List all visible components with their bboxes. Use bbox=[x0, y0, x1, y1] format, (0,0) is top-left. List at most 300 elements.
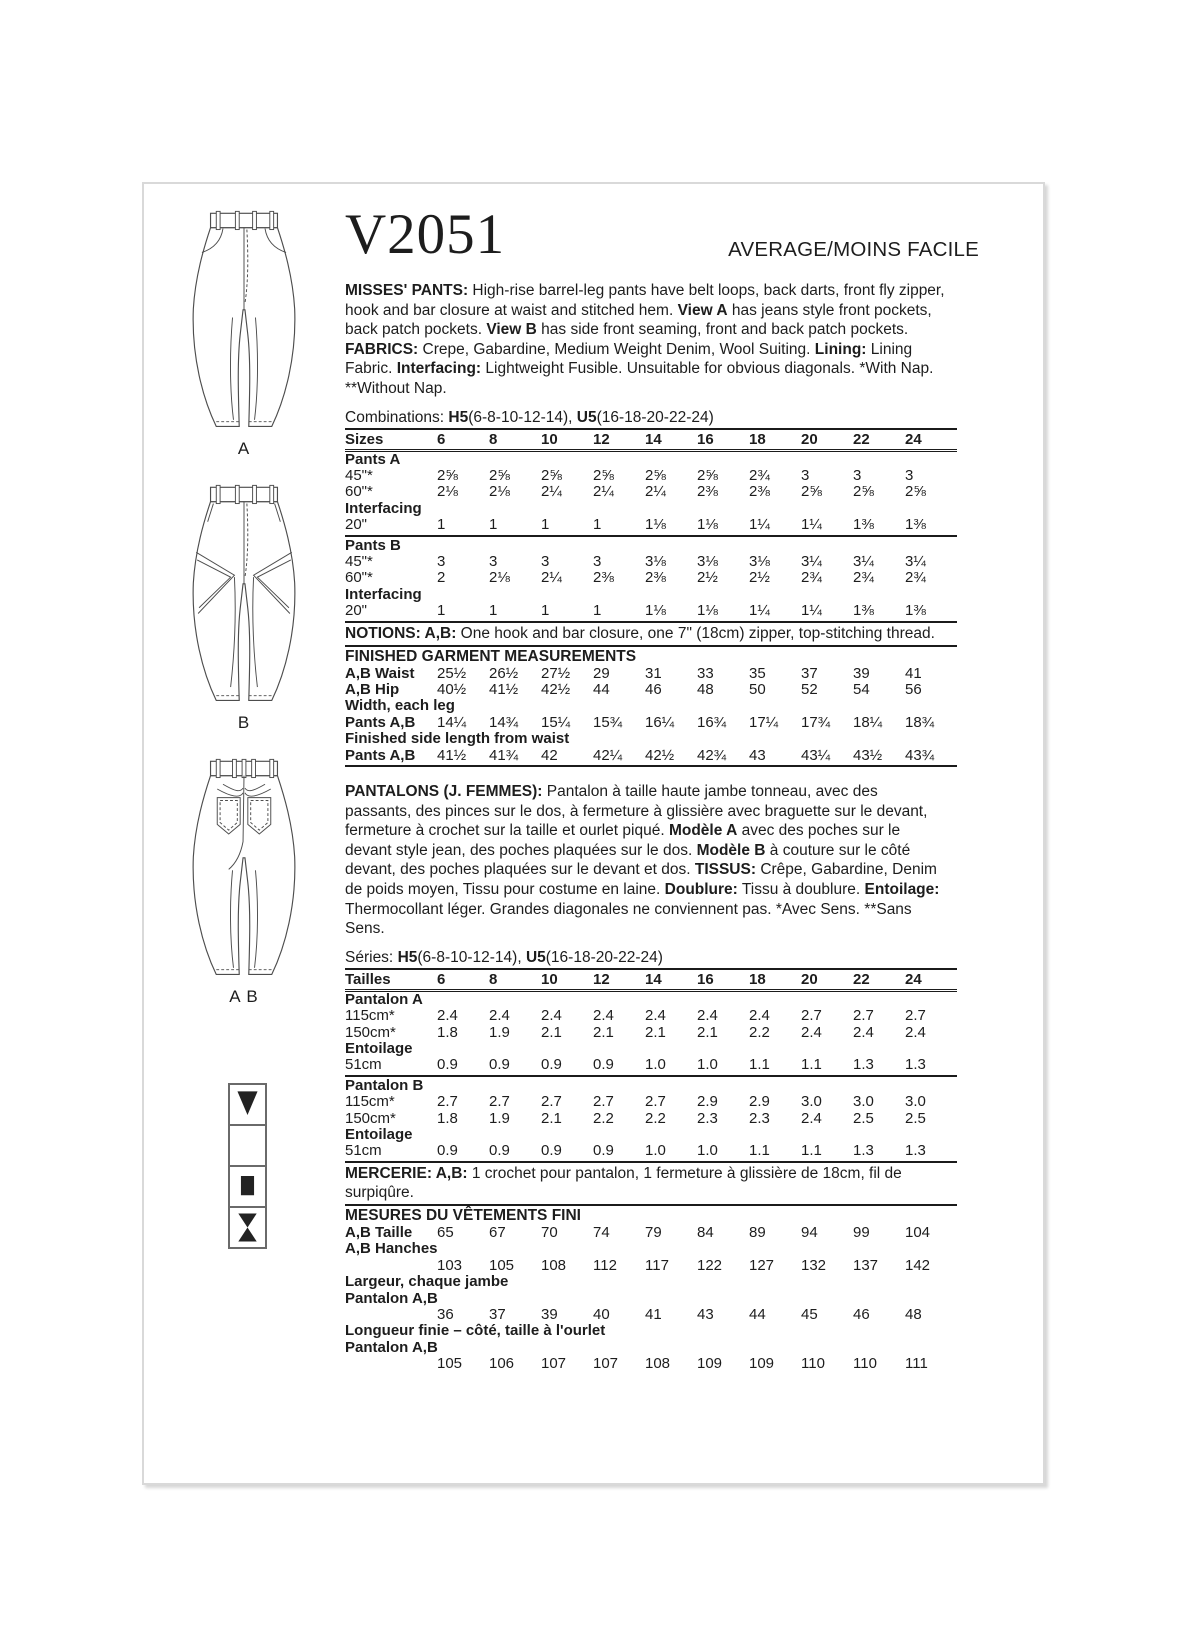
value-cell: 106 bbox=[489, 1355, 515, 1373]
figure-b-label: B bbox=[237, 713, 251, 732]
view-a-figure bbox=[152, 198, 336, 459]
row-label: A,B Hanches bbox=[345, 1240, 438, 1258]
text-segment: (6-8-10-12-14), bbox=[417, 948, 526, 966]
value-cell: 2.7 bbox=[593, 1093, 614, 1111]
table-row bbox=[345, 1008, 957, 1024]
yardage-rows bbox=[345, 452, 957, 623]
table-row bbox=[345, 1025, 957, 1041]
size-column-header: 18 bbox=[749, 430, 766, 448]
size-column-label: Tailles bbox=[345, 970, 391, 988]
row-label: 45"* bbox=[345, 553, 373, 570]
table-row bbox=[345, 1127, 957, 1143]
views-ab-back-figure bbox=[152, 746, 336, 1007]
value-cell: 2⅝ bbox=[489, 466, 510, 484]
table-row bbox=[345, 1111, 957, 1127]
value-cell: 3 bbox=[489, 553, 498, 570]
table-row bbox=[345, 1094, 957, 1110]
text-segment: Tissu à doublure. bbox=[737, 881, 865, 899]
mercerie-note bbox=[345, 1164, 957, 1206]
row-label: 115cm* bbox=[345, 1007, 395, 1025]
value-cell: 1 bbox=[437, 516, 446, 534]
value-cell: 2.4 bbox=[905, 1023, 926, 1041]
value-cell: 1 bbox=[593, 516, 602, 534]
value-cell: 122 bbox=[697, 1256, 723, 1274]
value-cell: 110 bbox=[853, 1355, 877, 1373]
value-cell: 1 bbox=[437, 602, 446, 620]
value-cell: 1¼ bbox=[749, 516, 770, 534]
value-cell: 1.8 bbox=[437, 1109, 458, 1127]
value-cell: 37 bbox=[801, 664, 818, 682]
symbol-blank-cell bbox=[230, 1126, 265, 1167]
value-cell: 41 bbox=[645, 1305, 662, 1323]
value-cell: 2⅝ bbox=[437, 466, 458, 484]
row-label: 150cm* bbox=[345, 1109, 396, 1127]
size-column-header: 16 bbox=[697, 430, 714, 448]
text-segment: Lightweight Fusible. Unsuitable for obvious diagonals. *With Nap. **Without Nap. bbox=[345, 360, 934, 397]
text-segment: Crepe, Gabardine, Medium Weight Denim, Wool Suiting. bbox=[418, 340, 815, 358]
value-cell: 1.0 bbox=[645, 1142, 666, 1160]
value-cell: 2.4 bbox=[541, 1007, 562, 1025]
value-cell: 2¼ bbox=[645, 483, 666, 501]
value-cell: 2½ bbox=[697, 569, 718, 587]
value-cell: 1.9 bbox=[489, 1023, 510, 1041]
row-label: A,B Taille bbox=[345, 1223, 413, 1241]
value-cell: 107 bbox=[541, 1355, 567, 1373]
symbol-hourglass-icon bbox=[230, 1208, 265, 1247]
value-cell: 104 bbox=[905, 1223, 931, 1241]
text-segment: FABRICS: bbox=[345, 340, 419, 358]
table-row bbox=[345, 1291, 957, 1307]
value-cell: 108 bbox=[541, 1256, 567, 1274]
value-cell: 2¼ bbox=[541, 483, 562, 501]
value-cell: 3 bbox=[801, 466, 810, 484]
row-label: Longueur finie – côté, taille à l'ourlet bbox=[345, 1322, 606, 1340]
size-column-header: 12 bbox=[593, 430, 610, 448]
table-row bbox=[345, 682, 957, 698]
value-cell: 3.0 bbox=[905, 1093, 926, 1111]
row-label bbox=[345, 1258, 437, 1274]
value-cell: 1.0 bbox=[697, 1142, 718, 1160]
value-cell: 15¾ bbox=[593, 713, 623, 731]
text-segment: One hook and bar closure, one 7" (18cm) zipper, top-stitching thread. bbox=[456, 624, 935, 642]
value-cell: 3 bbox=[905, 466, 914, 484]
row-label: Entoilage bbox=[345, 1040, 413, 1058]
row-label: 51cm bbox=[345, 1142, 382, 1160]
table-row bbox=[345, 1356, 957, 1372]
value-cell: 1¼ bbox=[801, 602, 822, 620]
table-row bbox=[345, 715, 957, 731]
row-label bbox=[345, 1307, 437, 1323]
table-row bbox=[345, 570, 957, 586]
value-cell: 43½ bbox=[853, 746, 883, 764]
row-label: 45"* bbox=[345, 466, 373, 484]
size-column-header: 14 bbox=[645, 970, 662, 988]
value-cell: 43¾ bbox=[905, 746, 935, 764]
text-segment: 1 crochet pour pantalon, 1 fermeture à glissière de 18cm, fil de surpiqûre. bbox=[345, 1164, 902, 1201]
value-cell: 2.4 bbox=[801, 1109, 822, 1127]
value-cell: 2⅛ bbox=[489, 483, 510, 501]
row-label: 115cm* bbox=[345, 1093, 395, 1111]
table-row bbox=[345, 517, 957, 536]
text-segment: Entoilage: bbox=[864, 881, 940, 899]
value-cell: 3 bbox=[593, 553, 602, 570]
value-cell: 14¾ bbox=[489, 713, 519, 731]
text-segment: MERCERIE: A,B: bbox=[345, 1164, 468, 1182]
value-cell: 1⅜ bbox=[905, 602, 926, 620]
value-cell: 3.0 bbox=[801, 1093, 822, 1111]
value-cell: 18¼ bbox=[853, 713, 883, 731]
text-segment: MISSES' PANTS: bbox=[345, 282, 473, 299]
value-cell: 2.7 bbox=[541, 1093, 562, 1111]
value-cell: 132 bbox=[801, 1256, 827, 1274]
value-cell: 0.9 bbox=[489, 1056, 510, 1074]
text-segment: Pantalon à taille haute jambe tonneau, avec des passants, des pinces sur le dos, à fermeture à glissière avec braguette sur le devant, fermeture à crochet sur la taille et ourlet piqué. bbox=[345, 783, 928, 840]
value-cell: 2.2 bbox=[593, 1109, 614, 1127]
english-description bbox=[345, 281, 945, 399]
text-segment: PANTALONS (J. FEMMES): bbox=[345, 783, 543, 801]
value-cell: 2.4 bbox=[749, 1007, 770, 1025]
value-cell: 2.1 bbox=[593, 1023, 614, 1041]
value-cell: 2.3 bbox=[697, 1109, 718, 1127]
row-label: Finished side length from waist bbox=[345, 730, 570, 748]
size-column-header: 22 bbox=[853, 970, 870, 988]
value-cell: 109 bbox=[749, 1355, 775, 1373]
value-cell: 2.7 bbox=[489, 1093, 510, 1111]
french-fgm-table bbox=[345, 1225, 957, 1373]
text-segment: Interfacing: bbox=[396, 360, 482, 378]
value-cell: 40 bbox=[593, 1305, 610, 1323]
symbol-square-icon bbox=[230, 1167, 265, 1208]
size-column-header: 8 bbox=[489, 430, 498, 448]
value-cell: 109 bbox=[697, 1355, 723, 1373]
text-segment: View A bbox=[677, 301, 728, 319]
table-row bbox=[345, 1143, 957, 1162]
value-cell: 99 bbox=[853, 1223, 870, 1241]
value-cell: 43¼ bbox=[801, 746, 831, 764]
figure-a-label: A bbox=[237, 439, 251, 458]
value-cell: 1.3 bbox=[905, 1142, 926, 1160]
header-row bbox=[345, 203, 979, 266]
text-segment: Séries: bbox=[345, 948, 398, 966]
value-cell: 2⅜ bbox=[593, 569, 614, 587]
value-cell: 2.9 bbox=[749, 1093, 770, 1111]
row-label: 20" bbox=[345, 602, 368, 620]
row-label bbox=[345, 1356, 437, 1372]
value-cell: 1.3 bbox=[853, 1056, 874, 1074]
value-cell: 43 bbox=[749, 746, 766, 764]
row-label: Pants A,B bbox=[345, 713, 416, 731]
value-cell: 1.8 bbox=[437, 1023, 458, 1041]
value-cell: 0.9 bbox=[541, 1142, 562, 1160]
value-cell: 1 bbox=[541, 602, 550, 620]
value-cell: 1 bbox=[489, 516, 498, 534]
value-cell: 2½ bbox=[749, 569, 770, 587]
value-cell: 46 bbox=[645, 681, 662, 699]
text-segment: View B bbox=[486, 321, 537, 339]
value-cell: 0.9 bbox=[489, 1142, 510, 1160]
size-column-label: Sizes bbox=[345, 430, 384, 448]
value-cell: 2¼ bbox=[541, 569, 562, 587]
value-cell: 112 bbox=[593, 1256, 617, 1274]
value-cell: 2.4 bbox=[489, 1007, 510, 1025]
value-cell: 2.7 bbox=[801, 1007, 822, 1025]
table-row bbox=[345, 698, 957, 714]
value-cell: 2.2 bbox=[749, 1023, 770, 1041]
size-column-header: 10 bbox=[541, 970, 558, 988]
value-cell: 2¾ bbox=[801, 569, 822, 587]
value-cell: 1⅛ bbox=[697, 516, 718, 534]
value-cell: 35 bbox=[749, 664, 766, 682]
value-cell: 46 bbox=[853, 1305, 870, 1323]
value-cell: 42½ bbox=[541, 681, 571, 699]
text-segment: Doublure: bbox=[664, 881, 738, 899]
value-cell: 2⅝ bbox=[801, 483, 822, 501]
value-cell: 3.0 bbox=[853, 1093, 874, 1111]
value-cell: 42½ bbox=[645, 746, 675, 764]
row-label: Largeur, chaque jambe bbox=[345, 1273, 509, 1291]
table-row bbox=[345, 992, 957, 1008]
value-cell: 89 bbox=[749, 1223, 766, 1241]
value-cell: 1.0 bbox=[645, 1056, 666, 1074]
english-yardage-table bbox=[345, 428, 957, 623]
table-row bbox=[345, 587, 957, 603]
table-row bbox=[345, 1241, 957, 1257]
value-cell: 105 bbox=[437, 1355, 463, 1373]
value-cell: 48 bbox=[697, 681, 714, 699]
value-cell: 137 bbox=[853, 1256, 879, 1274]
value-cell: 50 bbox=[749, 681, 766, 699]
value-cell: 0.9 bbox=[593, 1056, 614, 1074]
value-cell: 2⅜ bbox=[749, 483, 770, 501]
text-segment: (16-18-20-22-24) bbox=[596, 408, 714, 426]
text-segment: à couture sur le côté devant, des poches plaquées sur le devant et dos. bbox=[345, 841, 911, 879]
value-cell: 52 bbox=[801, 681, 818, 699]
value-cell: 0.9 bbox=[437, 1056, 458, 1074]
value-cell: 1.1 bbox=[801, 1056, 822, 1074]
value-cell: 2⅛ bbox=[437, 483, 458, 501]
table-row bbox=[345, 748, 957, 767]
value-cell: 27½ bbox=[541, 664, 571, 682]
value-cell: 44 bbox=[593, 681, 610, 699]
text-segment: High-rise barrel-leg pants have belt loops, back darts, front fly zipper, hook and bar closure at waist and stitched hem. bbox=[345, 282, 945, 319]
row-label: A,B Hip bbox=[345, 681, 400, 699]
text-segment: avec des poches sur le devant style jean, des poches plaquées sur le dos. bbox=[345, 822, 901, 859]
value-cell: 105 bbox=[489, 1256, 515, 1274]
value-cell: 110 bbox=[801, 1355, 825, 1373]
value-cell: 2⅝ bbox=[645, 466, 666, 484]
size-column-header: 6 bbox=[437, 970, 446, 988]
table-row bbox=[345, 1225, 957, 1241]
text-segment: Thermocollant léger. Grandes diagonales ne conviennent pas. *Avec Sens. **Sans Sens. bbox=[345, 900, 912, 938]
mesures-title: MESURES DU VÊTEMENTS FINI bbox=[345, 1206, 581, 1224]
value-cell: 127 bbox=[749, 1256, 775, 1274]
value-cell: 65 bbox=[437, 1223, 454, 1241]
value-cell: 1⅜ bbox=[853, 516, 874, 534]
value-cell: 2.4 bbox=[437, 1007, 458, 1025]
table-row bbox=[345, 452, 957, 468]
value-cell: 16¼ bbox=[645, 713, 675, 731]
value-cell: 41½ bbox=[489, 681, 519, 699]
value-cell: 56 bbox=[905, 681, 922, 699]
value-cell: 84 bbox=[697, 1223, 714, 1241]
value-cell: 1 bbox=[541, 516, 550, 534]
value-cell: 3¼ bbox=[853, 553, 874, 570]
table-row bbox=[345, 1274, 957, 1290]
row-label: Interfacing bbox=[345, 585, 422, 603]
combinations-line bbox=[345, 408, 957, 427]
value-cell: 2.2 bbox=[645, 1109, 666, 1127]
value-cell: 2.1 bbox=[541, 1023, 562, 1041]
text-segment: H5 bbox=[448, 408, 469, 426]
value-cell: 1 bbox=[593, 602, 602, 620]
value-cell: 70 bbox=[541, 1223, 558, 1241]
value-cell: 1.3 bbox=[905, 1056, 926, 1074]
row-label: Pants B bbox=[345, 536, 401, 554]
table-row bbox=[345, 1323, 957, 1339]
value-cell: 43 bbox=[697, 1305, 714, 1323]
text-segment: NOTIONS: A,B: bbox=[345, 624, 457, 642]
value-cell: 2⅝ bbox=[697, 466, 718, 484]
value-cell: 108 bbox=[645, 1355, 671, 1373]
value-cell: 2.4 bbox=[645, 1007, 666, 1025]
value-cell: 74 bbox=[593, 1223, 610, 1241]
value-cell: 1⅜ bbox=[905, 516, 926, 534]
english-fgm-table bbox=[345, 666, 957, 767]
value-cell: 40½ bbox=[437, 681, 467, 699]
value-cell: 29 bbox=[593, 664, 610, 682]
row-label: Interfacing bbox=[345, 499, 422, 517]
value-cell: 2.1 bbox=[697, 1023, 718, 1041]
value-cell: 18¾ bbox=[905, 713, 935, 731]
value-cell: 36 bbox=[437, 1305, 454, 1323]
text-segment: TISSUS: bbox=[694, 861, 757, 879]
value-cell: 2.5 bbox=[905, 1109, 926, 1127]
size-column-header: 8 bbox=[489, 970, 498, 988]
value-cell: 54 bbox=[853, 681, 870, 699]
value-cell: 2.3 bbox=[749, 1109, 770, 1127]
value-cell: 17¼ bbox=[749, 713, 779, 731]
value-cell: 2.1 bbox=[541, 1109, 562, 1127]
value-cell: 25½ bbox=[437, 664, 467, 682]
table-row bbox=[345, 666, 957, 682]
value-cell: 0.9 bbox=[593, 1142, 614, 1160]
value-cell: 14¼ bbox=[437, 713, 467, 731]
text-segment: Lining Fabric. bbox=[345, 340, 913, 378]
text-segment: has jeans style front pockets, back patch pockets. bbox=[345, 301, 932, 339]
size-column-header: 12 bbox=[593, 970, 610, 988]
value-cell: 67 bbox=[489, 1223, 506, 1241]
value-cell: 2.1 bbox=[645, 1023, 666, 1041]
value-cell: 3 bbox=[853, 466, 862, 484]
value-cell: 2.4 bbox=[593, 1007, 614, 1025]
value-cell: 94 bbox=[801, 1223, 818, 1241]
value-cell: 1¼ bbox=[749, 602, 770, 620]
text-segment: Lining: bbox=[814, 340, 867, 358]
row-label: 51cm bbox=[345, 1056, 382, 1074]
value-cell: 117 bbox=[645, 1256, 669, 1274]
size-column-header: 20 bbox=[801, 430, 818, 448]
value-cell: 41½ bbox=[437, 746, 467, 764]
row-label: Width, each leg bbox=[345, 697, 455, 715]
value-cell: 79 bbox=[645, 1223, 662, 1241]
value-cell: 2.4 bbox=[853, 1023, 874, 1041]
value-cell: 1¼ bbox=[801, 516, 822, 534]
row-label: 60"* bbox=[345, 483, 373, 501]
row-label: 60"* bbox=[345, 569, 373, 587]
view-b-figure bbox=[152, 472, 336, 733]
pants-back-ab-drawing bbox=[156, 746, 332, 985]
value-cell: 3¼ bbox=[905, 553, 926, 570]
row-label: A,B Waist bbox=[345, 664, 415, 682]
value-cell: 2 bbox=[437, 569, 446, 587]
yardage-rows-fr bbox=[345, 992, 957, 1163]
row-label: Pantalon A,B bbox=[345, 1289, 438, 1307]
value-cell: 2.4 bbox=[801, 1023, 822, 1041]
table-row bbox=[345, 538, 957, 554]
size-column-header: 10 bbox=[541, 430, 558, 448]
table-row bbox=[345, 1041, 957, 1057]
value-cell: 2⅝ bbox=[853, 483, 874, 501]
text-segment: U5 bbox=[525, 948, 546, 966]
row-label: Entoilage bbox=[345, 1126, 413, 1144]
size-column-header: 18 bbox=[749, 970, 766, 988]
size-column-header: 14 bbox=[645, 430, 662, 448]
figure-ab-label: A B bbox=[229, 987, 259, 1006]
value-cell: 142 bbox=[905, 1256, 931, 1274]
french-description bbox=[345, 782, 945, 939]
value-cell: 15¼ bbox=[541, 713, 571, 731]
table-row bbox=[345, 1307, 957, 1323]
value-cell: 1 bbox=[489, 602, 498, 620]
value-cell: 3⅛ bbox=[749, 553, 770, 570]
value-cell: 3¼ bbox=[801, 553, 822, 570]
text-segment: (16-18-20-22-24) bbox=[545, 948, 663, 966]
table-row bbox=[345, 484, 957, 500]
value-cell: 0.9 bbox=[541, 1056, 562, 1074]
text-segment: Modèle A bbox=[668, 822, 738, 840]
row-label: Pantalon A,B bbox=[345, 1338, 438, 1356]
french-yardage-table bbox=[345, 968, 957, 1163]
value-cell: 2¾ bbox=[749, 466, 770, 484]
value-cell: 1.0 bbox=[697, 1056, 718, 1074]
size-column-header: 16 bbox=[697, 970, 714, 988]
value-cell: 2⅝ bbox=[593, 466, 614, 484]
value-cell: 1.1 bbox=[749, 1142, 770, 1160]
text-segment: Combinations: bbox=[345, 408, 449, 426]
value-cell: 2.7 bbox=[853, 1007, 874, 1025]
text-segment: Crêpe, Gabardine, Denim de poids moyen, Tissu pour costume en laine. bbox=[345, 861, 937, 899]
row-label: 20" bbox=[345, 516, 368, 534]
pattern-envelope-back bbox=[142, 182, 1045, 1485]
table-row bbox=[345, 1078, 957, 1094]
pants-front-a-drawing bbox=[156, 198, 332, 437]
size-column-header: 24 bbox=[905, 970, 922, 988]
row-label: Pants A,B bbox=[345, 746, 416, 764]
value-cell: 2¾ bbox=[853, 569, 874, 587]
text-segment: U5 bbox=[576, 408, 597, 426]
value-cell: 0.9 bbox=[437, 1142, 458, 1160]
value-cell: 3⅛ bbox=[697, 553, 718, 570]
row-label: Pantalon A bbox=[345, 990, 423, 1008]
value-cell: 2⅛ bbox=[489, 569, 510, 587]
value-cell: 42 bbox=[541, 746, 558, 764]
value-cell: 1.9 bbox=[489, 1109, 510, 1127]
finished-garment-title: FINISHED GARMENT MEASUREMENTS bbox=[345, 647, 637, 665]
value-cell: 3 bbox=[541, 553, 550, 570]
value-cell: 107 bbox=[593, 1355, 619, 1373]
value-cell: 37 bbox=[489, 1305, 506, 1323]
value-cell: 31 bbox=[645, 664, 662, 682]
